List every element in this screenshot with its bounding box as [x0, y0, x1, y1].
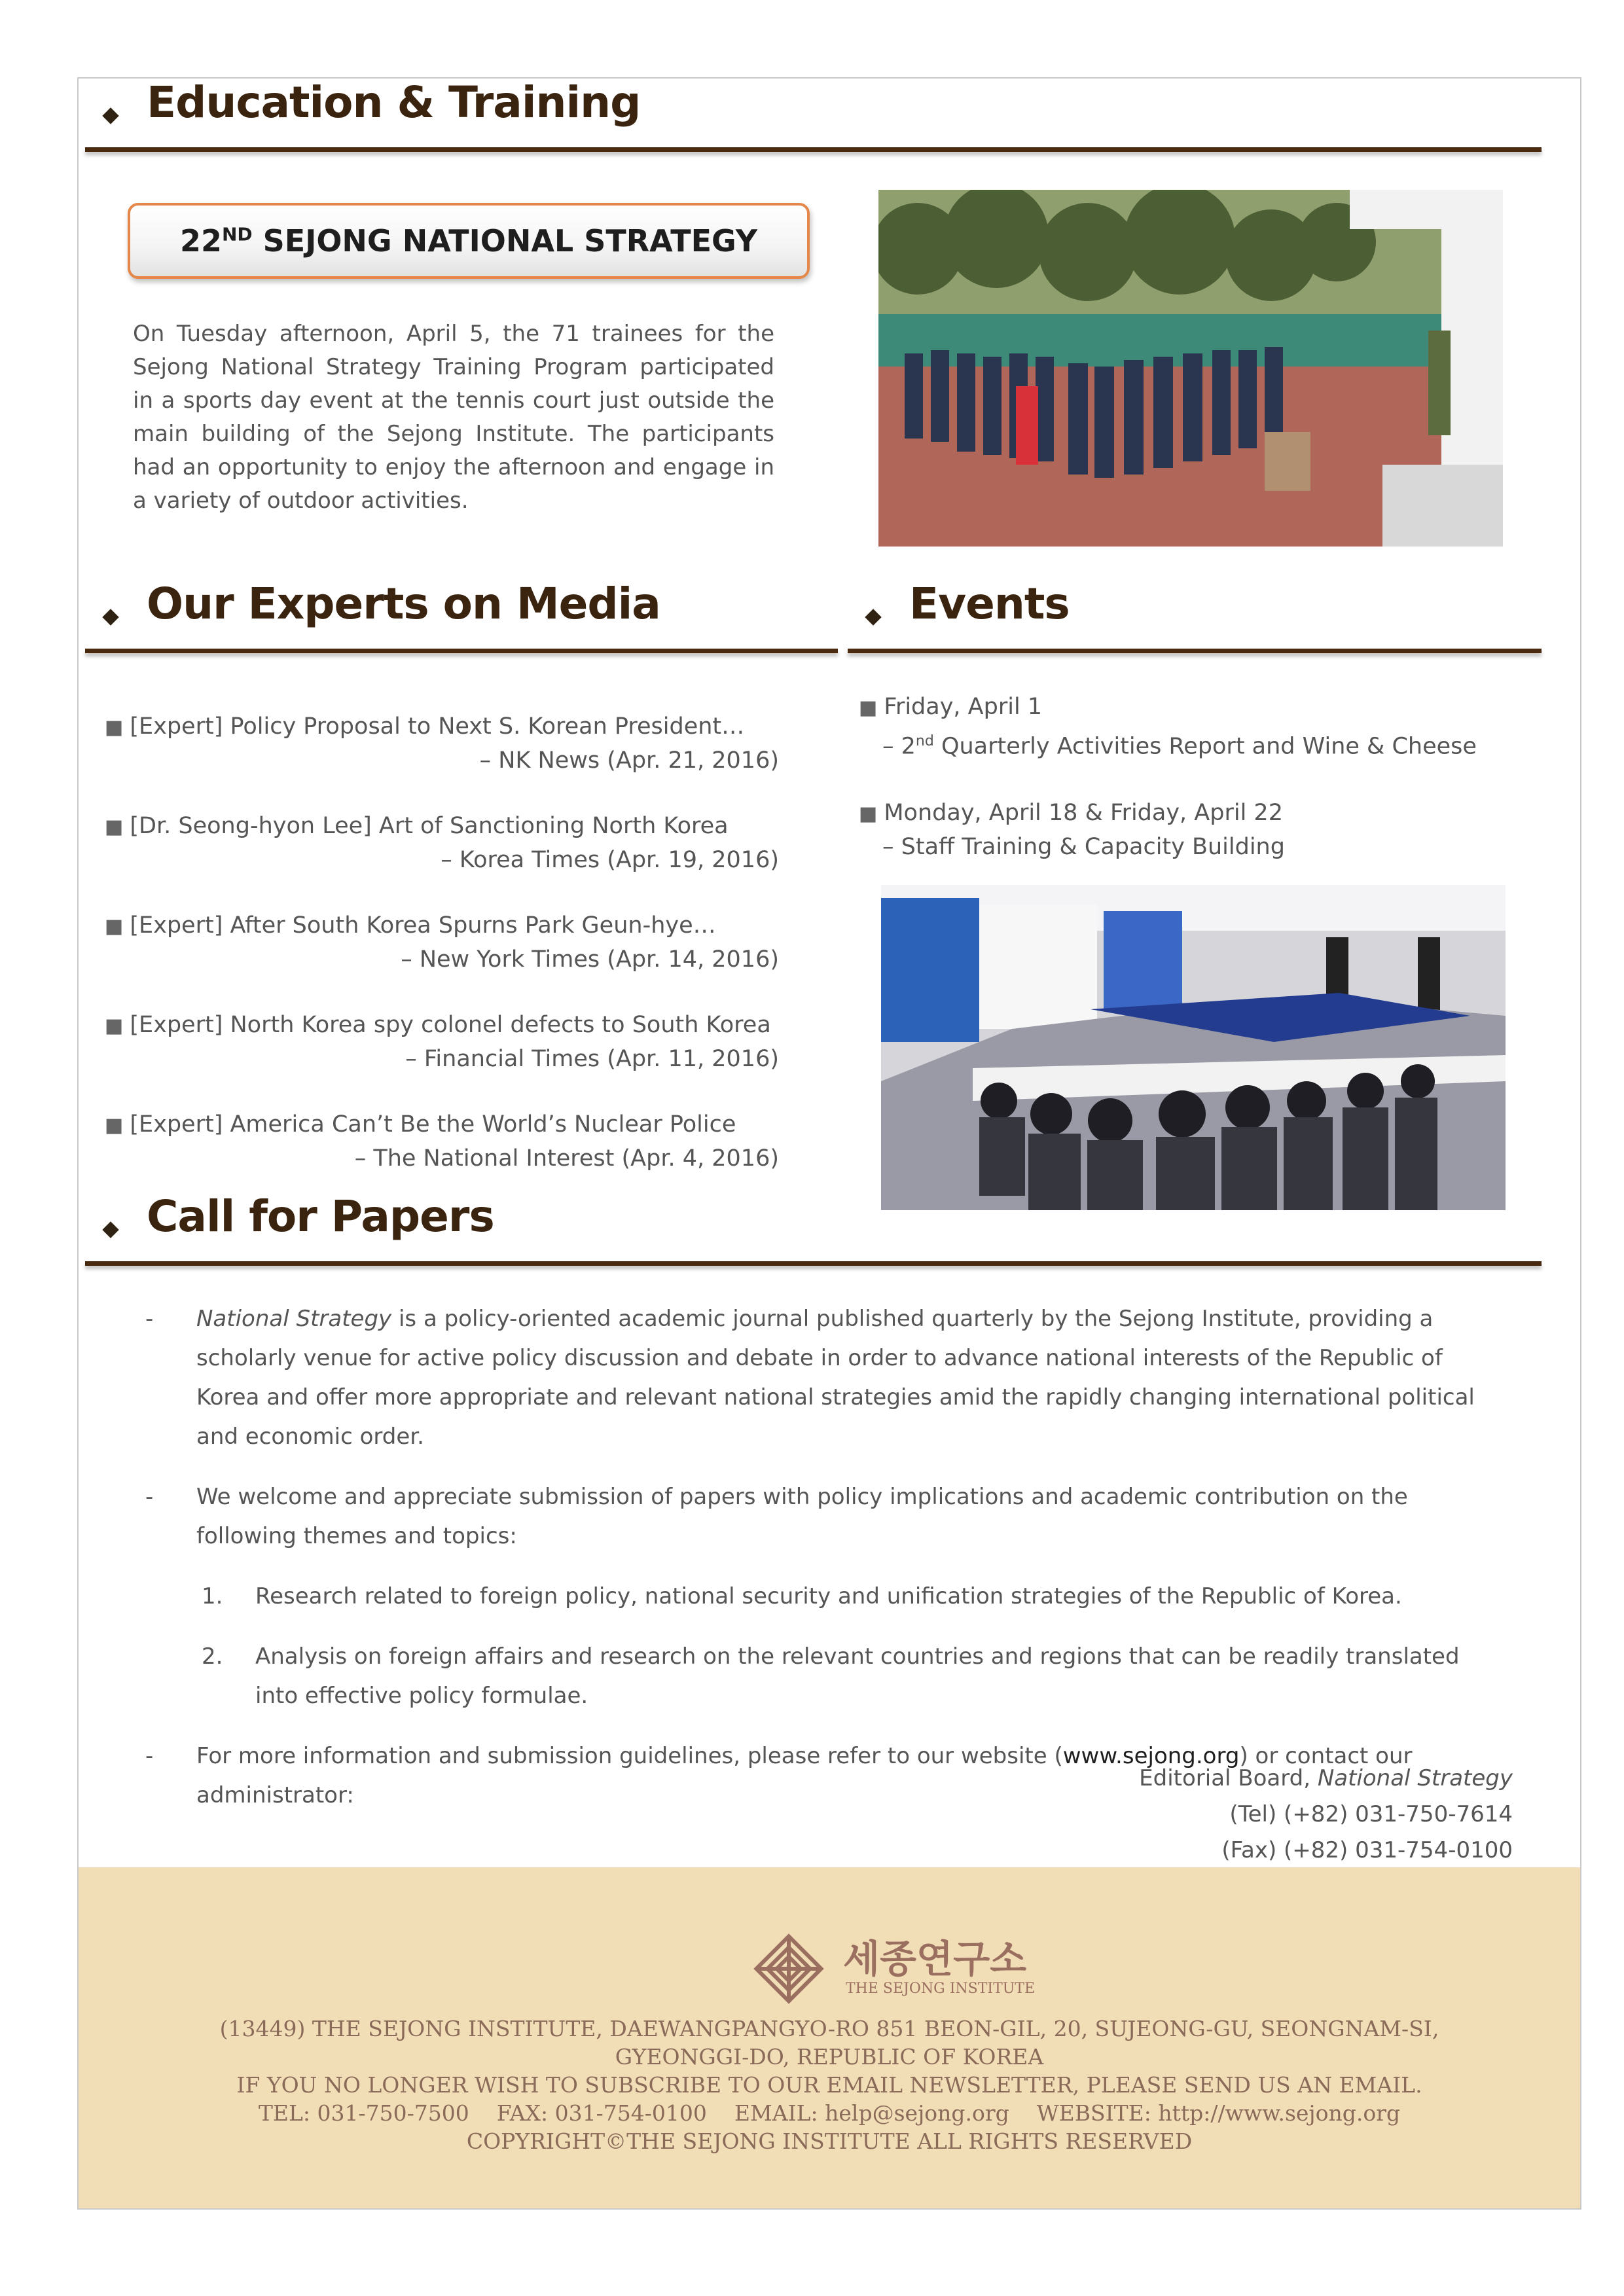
footer [79, 1867, 1580, 2208]
event-item [859, 691, 1513, 764]
dash-bullet: - [145, 1743, 154, 1769]
events-heading: Events [909, 579, 1070, 629]
footer-address: GYEONGGI-DO, REPUBLIC OF KOREA [615, 2044, 1044, 2070]
dash-bullet: - [145, 1484, 154, 1510]
media-headline: [Expert] North Korea spy colonel defects to South Korea [130, 1012, 771, 1038]
diamond-bullet-icon [102, 1221, 118, 1238]
program-title-suffix: ND [221, 223, 253, 245]
tel-number: (Tel) (+82) 031-750-7614 [1229, 1801, 1513, 1827]
diamond-bullet-icon [102, 609, 118, 625]
experts-list [105, 710, 779, 1208]
media-source: – NK News (Apr. 21, 2016) [479, 747, 779, 774]
experts-heading: Our Experts on Media [147, 579, 660, 629]
journal-name: National Strategy [1317, 1765, 1513, 1791]
media-headline: [Expert] Policy Proposal to Next S. Korean President… [130, 713, 745, 740]
sports-day-photo [878, 190, 1503, 547]
square-bullet-icon: ■ [105, 816, 124, 838]
media-source: – New York Times (Apr. 14, 2016) [401, 946, 779, 973]
event-detail: – Staff Training & Capacity Building [882, 833, 1285, 860]
footer-copyright: COPYRIGHT©THE SEJONG INSTITUTE ALL RIGHTS RESERVED [466, 2128, 1193, 2154]
section-rule [85, 649, 838, 653]
dash-bullet: - [145, 1306, 154, 1332]
topic-number: 2. [202, 1643, 223, 1670]
square-bullet-icon: ■ [105, 716, 124, 739]
cfp-section-header [85, 1191, 1542, 1270]
square-bullet-icon: ■ [105, 1114, 124, 1137]
program-title-box [128, 203, 810, 279]
cfp-topic: 2. Analysis on foreign affairs and research on the relevant countries and regions that can be readily translated into effective policy formulae. [144, 1637, 1506, 1715]
media-source: – Korea Times (Apr. 19, 2016) [441, 847, 779, 873]
event-date: Friday, April 1 [884, 694, 1043, 720]
square-bullet-icon: ■ [105, 915, 124, 938]
section-rule [85, 147, 1542, 152]
list-item[interactable] [105, 1009, 779, 1108]
list-item[interactable] [105, 810, 779, 909]
experts-section-header [85, 579, 838, 657]
footer-text [79, 2015, 1580, 2155]
staff-training-photo [881, 885, 1506, 1210]
events-section-header [848, 579, 1542, 657]
cfp-paragraph: - National Strategy is a policy-oriented academic journal published quarterly by the Sejong Institute, providing a scholarly venue for active policy discussion and debate in order to advance national interests of the Republic of Korea and offer more appropriate and relevant national strategies amid the rapidly changing international political and economic order. [144, 1299, 1506, 1456]
list-item[interactable] [105, 909, 779, 1009]
media-headline: [Dr. Seong-hyon Lee] Art of Sanctioning North Korea [130, 813, 729, 839]
events-list [859, 691, 1513, 897]
knot-emblem-icon [746, 1926, 831, 2011]
media-source: – The National Interest (Apr. 4, 2016) [354, 1145, 779, 1172]
sejong-logo [746, 1923, 1036, 2015]
program-title-rest: SEJONG NATIONAL STRATEGY [252, 223, 758, 259]
cfp-topic: 1. Research related to foreign policy, national security and unification strategies of the Republic of Korea. [144, 1577, 1506, 1616]
website-link[interactable]: www.sejong.org [1062, 1743, 1240, 1769]
square-bullet-icon: ■ [105, 1014, 124, 1037]
event-detail: – 2nd Quarterly Activities Report and Wine & Cheese [882, 733, 1477, 760]
cfp-paragraph: - We welcome and appreciate submission of papers with policy implications and academic contribution on the following themes and topics: [144, 1477, 1506, 1556]
education-section-header [85, 77, 1542, 156]
media-source: – Financial Times (Apr. 11, 2016) [405, 1046, 779, 1072]
cfp-heading: Call for Papers [147, 1191, 494, 1242]
cfp-paragraph: - For more information and submission guidelines, please refer to our website (www.sejong.org) or contact our administrator: [144, 1736, 1506, 1815]
footer-contacts: TEL: 031-750-7500 FAX: 031-754-0100 EMAIL: help@sejong.org WEBSITE: http://www.sejong.org [258, 2100, 1401, 2126]
media-headline: [Expert] After South Korea Spurns Park Geun-hye… [130, 912, 716, 939]
logo-korean-text: 세종연구소 [843, 1937, 1027, 1981]
fax-number: (Fax) (+82) 031-754-0100 [1221, 1837, 1513, 1863]
diamond-bullet-icon [102, 107, 118, 124]
event-item [859, 797, 1513, 864]
list-item[interactable] [105, 710, 779, 810]
journal-name: National Strategy [196, 1306, 392, 1332]
diamond-bullet-icon [865, 609, 881, 625]
program-title [180, 223, 757, 259]
footer-address: (13449) THE SEJONG INSTITUTE, DAEWANGPANGYO-RO 851 BEON-GIL, 20, SUJEONG-GU, SEONGNAM-SI, [219, 2016, 1439, 2041]
editorial-contact: Editorial Board, National Strategy (Tel) (+82) 031-750-7614 (Fax) (+82) 031-754-0100 [1139, 1761, 1513, 1869]
media-headline: [Expert] America Can’t Be the World’s Nuclear Police [130, 1111, 736, 1138]
logo-english-text: THE SEJONG INSTITUTE [846, 1981, 1036, 1997]
topic-number: 1. [202, 1583, 223, 1609]
section-rule [848, 649, 1542, 653]
education-heading: Education & Training [147, 77, 641, 128]
program-title-number: 22 [179, 223, 222, 259]
event-date: Monday, April 18 & Friday, April 22 [884, 799, 1283, 826]
cfp-body [144, 1299, 1506, 1836]
square-bullet-icon: ■ [859, 802, 878, 825]
education-body: On Tuesday afternoon, April 5, the 71 trainees for the Sejong National Strategy Training Program participated in a sports day event at the tennis court just outside the main building of the Sejong Institute. The participants had an opportunity to enjoy the afternoon and engage in a variety of outdoor activities. [133, 321, 774, 514]
section-rule [85, 1261, 1542, 1266]
square-bullet-icon: ■ [859, 696, 878, 719]
footer-unsubscribe: IF YOU NO LONGER WISH TO SUBSCRIBE TO OUR EMAIL NEWSLETTER, PLEASE SEND US AN EMAIL. [236, 2072, 1422, 2098]
